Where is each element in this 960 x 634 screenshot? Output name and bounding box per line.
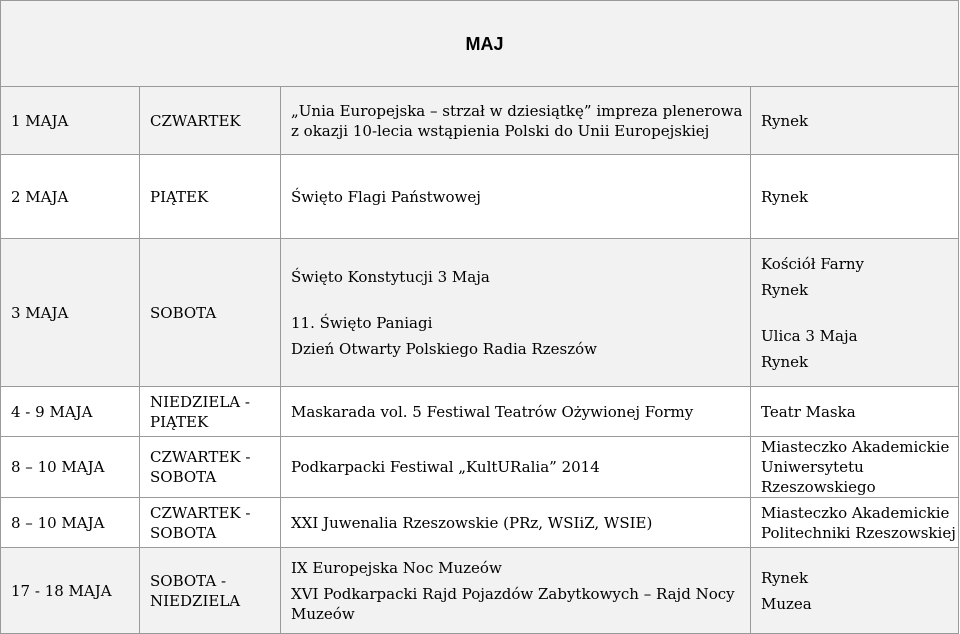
place-cell: Miasteczko Akademickie Politechniki Rzeszowskiej	[751, 498, 959, 548]
day-cell: CZWARTEK - SOBOTA	[140, 437, 281, 498]
day-cell: CZWARTEK	[140, 87, 281, 155]
event-line: 11. Święto Paniagi	[291, 313, 433, 332]
table-row	[1, 239, 959, 387]
day-cell: CZWARTEK - SOBOTA	[140, 498, 281, 548]
event-cell	[281, 239, 751, 387]
event-cell: „Unia Europejska – strzał w dziesiątkę” impreza plenerowa z okazji 10-lecia wstąpienia Polski do Unii Europejskiej	[281, 87, 751, 155]
date-cell: 8 – 10 MAJA	[1, 437, 140, 498]
table-row	[1, 548, 959, 634]
event-cell: Maskarada vol. 5 Festiwal Teatrów Ożywionej Formy	[281, 387, 751, 437]
date-cell: 3 MAJA	[1, 239, 140, 387]
month-title: MAJ	[1, 1, 959, 87]
place-line: Rynek	[761, 280, 809, 299]
place-cell: Rynek	[751, 87, 959, 155]
place-line: Muzea	[761, 594, 812, 613]
day-cell: SOBOTA - NIEDZIELA	[140, 548, 281, 634]
event-cell: Święto Flagi Państwowej	[281, 155, 751, 239]
place-cell: Miasteczko Akademickie Uniwersytetu Rzeszowskiego	[751, 437, 959, 498]
date-cell: 2 MAJA	[1, 155, 140, 239]
table-row	[1, 498, 959, 548]
place-line: Rynek	[761, 352, 809, 371]
place-cell	[751, 239, 959, 387]
table-row	[1, 437, 959, 498]
date-cell: 8 – 10 MAJA	[1, 498, 140, 548]
table-row	[1, 387, 959, 437]
date-cell: 4 - 9 MAJA	[1, 387, 140, 437]
event-cell	[281, 548, 751, 634]
date-cell: 17 - 18 MAJA	[1, 548, 140, 634]
place-line: Ulica 3 Maja	[761, 326, 858, 345]
day-cell: PIĄTEK	[140, 155, 281, 239]
date-cell: 1 MAJA	[1, 87, 140, 155]
place-cell	[751, 548, 959, 634]
table-row	[1, 155, 959, 239]
event-cell: XXI Juwenalia Rzeszowskie (PRz, WSIiZ, WSIE)	[281, 498, 751, 548]
place-cell: Teatr Maska	[751, 387, 959, 437]
event-line: XVI Podkarpacki Rajd Pojazdów Zabytkowych – Rajd Nocy Muzeów	[291, 584, 735, 623]
table-row	[1, 87, 959, 155]
day-cell: SOBOTA	[140, 239, 281, 387]
place-cell: Rynek	[751, 155, 959, 239]
event-cell: Podkarpacki Festiwal „KultURalia” 2014	[281, 437, 751, 498]
event-line: Dzień Otwarty Polskiego Radia Rzeszów	[291, 339, 597, 358]
event-line: Święto Konstytucji 3 Maja	[291, 267, 490, 286]
header-row	[1, 1, 959, 87]
event-line: IX Europejska Noc Muzeów	[291, 558, 502, 577]
place-line: Rynek	[761, 568, 809, 587]
place-line: Kościół Farny	[761, 254, 865, 273]
day-cell: NIEDZIELA - PIĄTEK	[140, 387, 281, 437]
